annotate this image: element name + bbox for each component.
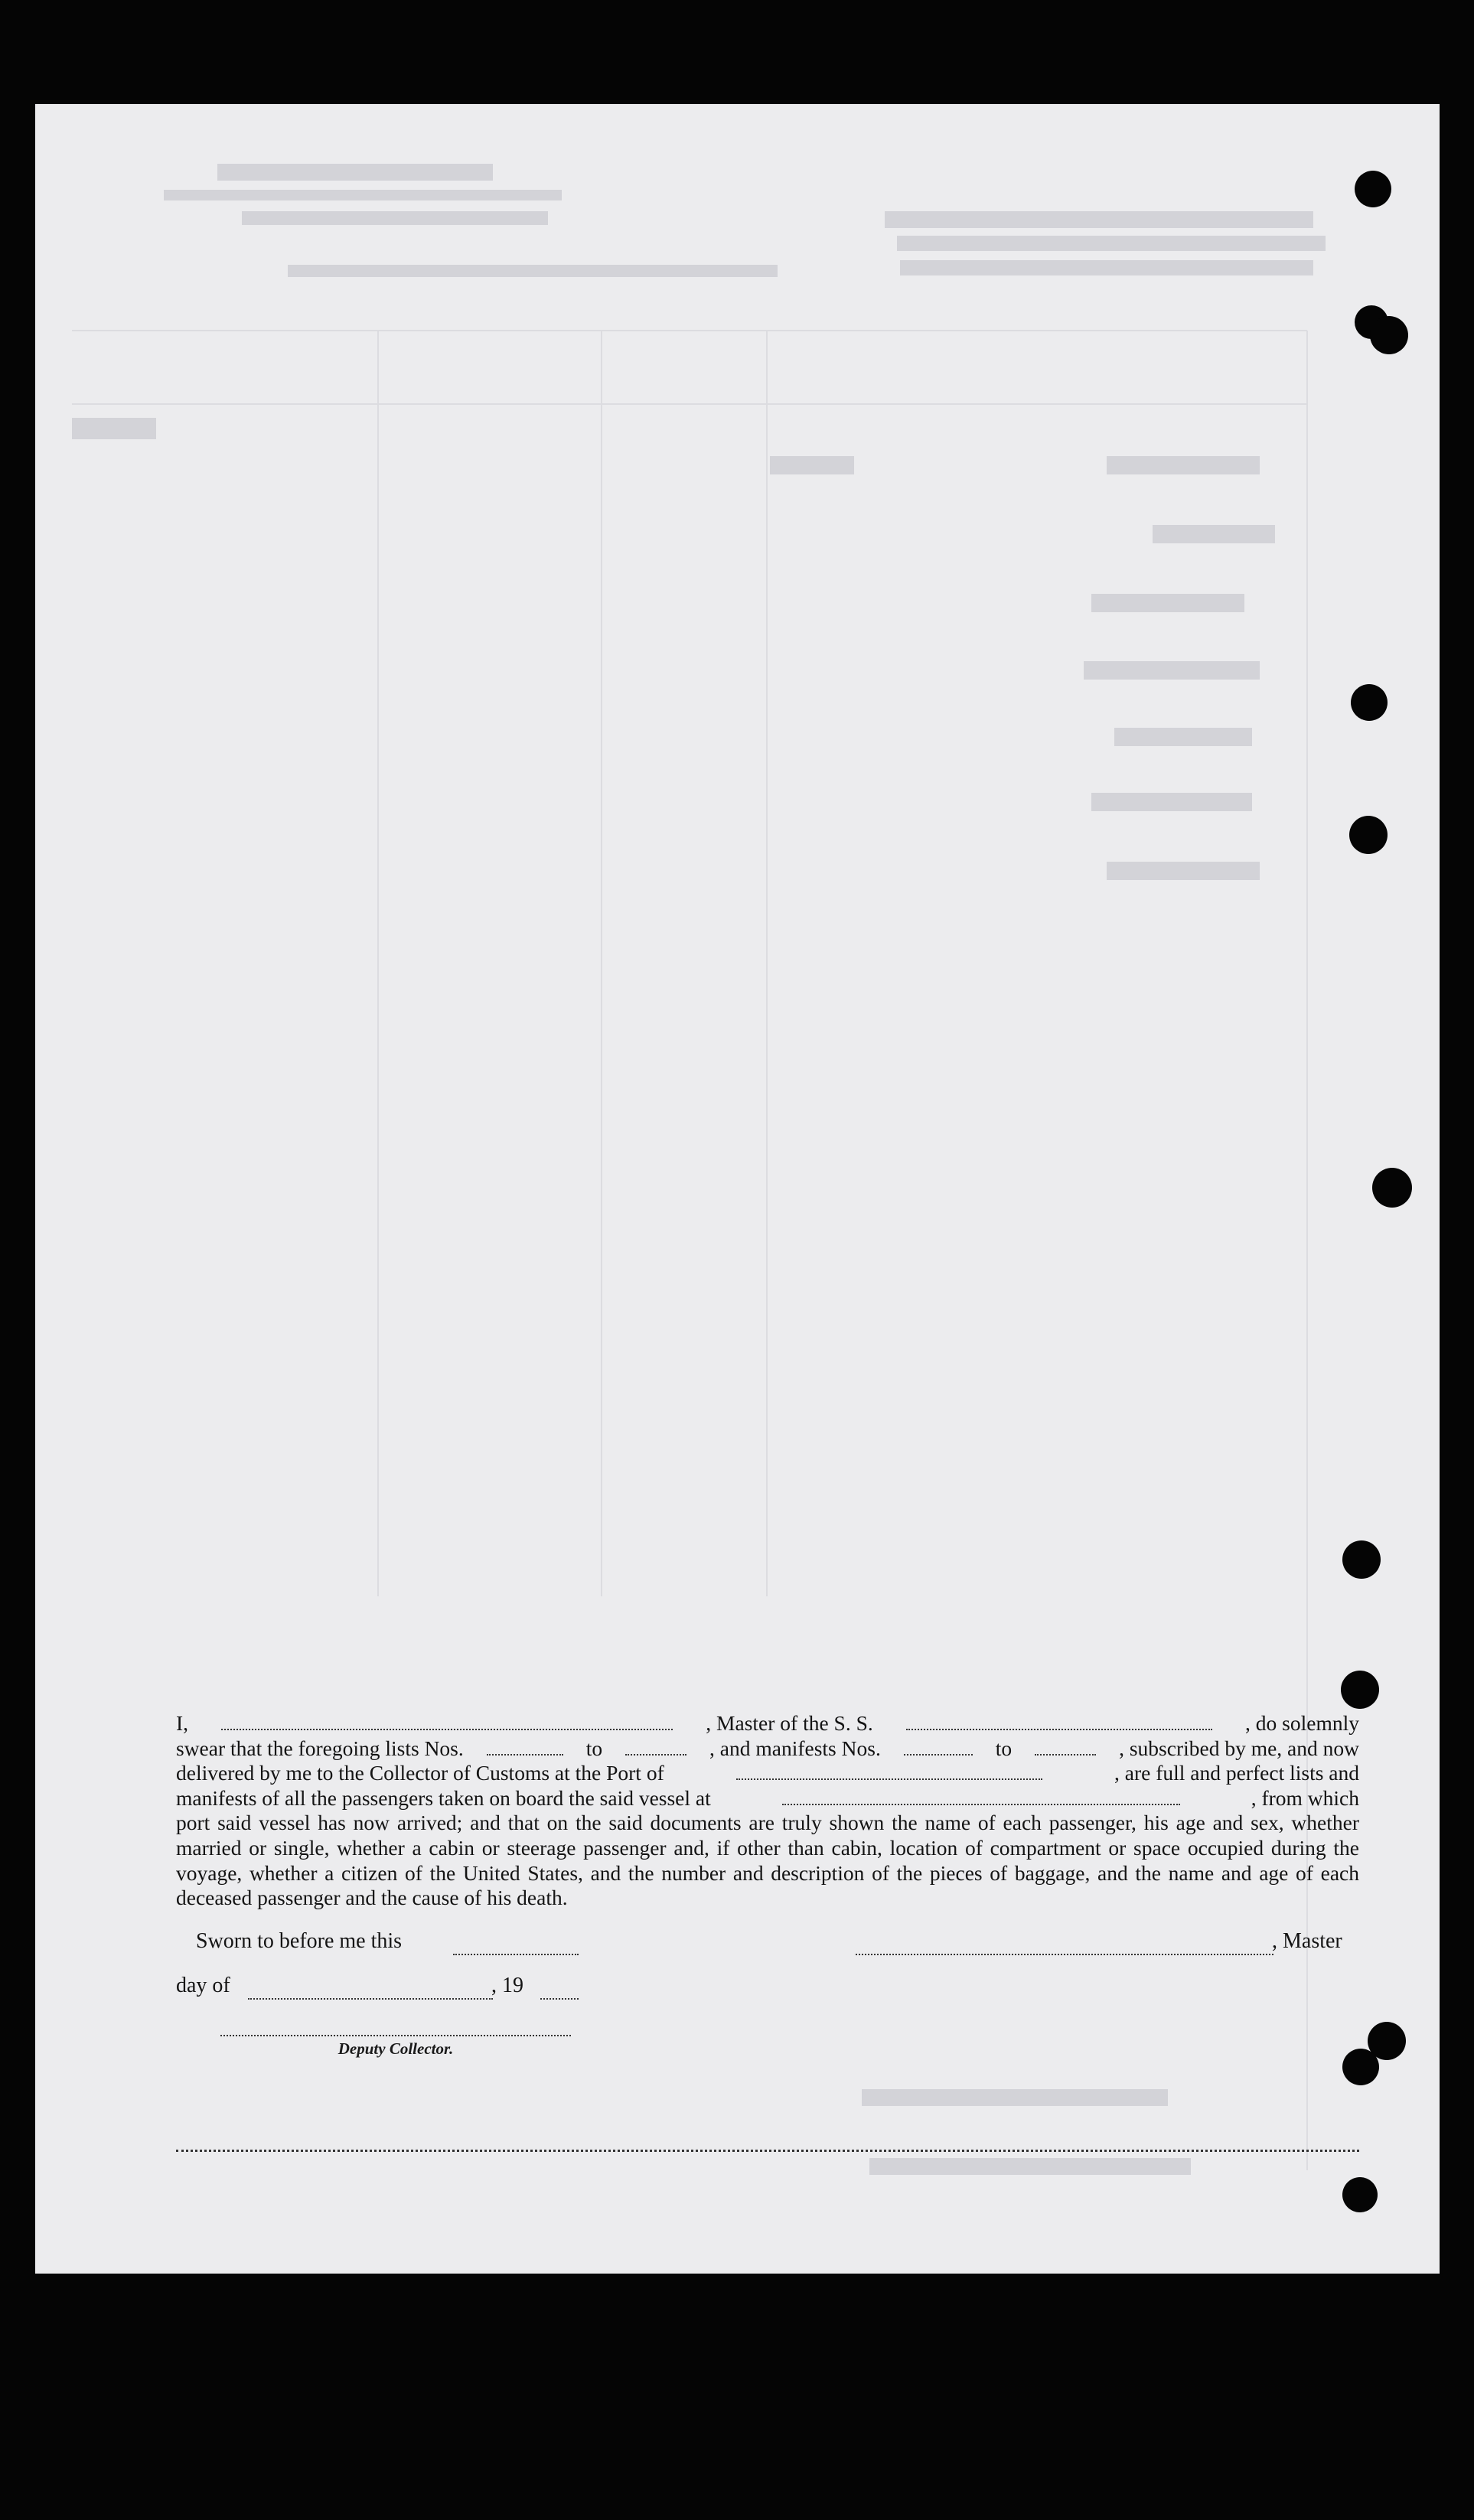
oath-line-1 (176, 1711, 1359, 1736)
punch-hole-5 (1372, 1168, 1412, 1208)
punch-hole-3 (1351, 684, 1388, 721)
oath-line-4 (176, 1786, 1359, 1811)
lists-from-blank (487, 1749, 563, 1756)
punch-hole-9 (1342, 2177, 1378, 2212)
day-row (176, 1974, 1359, 2013)
punch-hole-7 (1341, 1671, 1379, 1709)
manifests-from-blank (904, 1749, 973, 1756)
deputy-collector-label: Deputy Collector. (220, 2035, 571, 2059)
sworn-row (176, 1929, 1359, 1969)
oath-line-3 (176, 1761, 1359, 1786)
punch-hole-2b (1370, 316, 1408, 354)
signature-block (176, 1929, 1359, 2013)
oath-body-text: port said vessel has now arrived; and that on the said documents are truly shown the name of each passenger, his age and sex, whether married or single, whether a cabin or steerage passenger and, if other than cabin, location of compartment or space occupied during the voyage, whether a citizen of the United States, and the number and description of the pieces of baggage, and the name and age of each deceased passenger and the cause of his death. (176, 1811, 1359, 1910)
oath-line-2-to-b: to (995, 1736, 1013, 1760)
lists-to-blank (625, 1749, 686, 1756)
bottom-divider (176, 2150, 1359, 2152)
master-oath-statement (176, 1711, 1359, 1911)
punch-hole-6 (1342, 1540, 1381, 1579)
sworn-label: Sworn to before me this (196, 1929, 403, 1953)
year-label: , 19 (491, 1974, 523, 1997)
sworn-date-blank (453, 1949, 579, 1955)
oath-line-3-start: delivered by me to the Collector of Customs at the Port of (176, 1761, 664, 1785)
oath-line-1-end: , do solemnly (1245, 1711, 1359, 1735)
oath-line-4-start: manifests of all the passengers taken on board the said vessel at (176, 1785, 711, 1810)
embarkation-port-blank (782, 1799, 1180, 1805)
oath-line-3-end: , are full and perfect lists and (1114, 1761, 1359, 1785)
port-blank (736, 1774, 1042, 1780)
day-of-label: day of (176, 1974, 230, 1997)
oath-line-1-start: I, (176, 1711, 189, 1735)
punch-hole-1 (1355, 171, 1391, 207)
oath-line-2-end: , subscribed by me, and now (1119, 1736, 1359, 1760)
master-label: , Master (1272, 1929, 1342, 1953)
vessel-name-blank (906, 1724, 1212, 1730)
manifests-to-blank (1035, 1749, 1096, 1756)
oath-line-1-master: , Master of the S. S. (706, 1711, 873, 1735)
oath-line-2-manifests: , and manifests Nos. (709, 1736, 881, 1760)
year-blank (540, 1994, 579, 2000)
master-signature-blank (856, 1949, 1273, 1955)
oath-line-2 (176, 1736, 1359, 1762)
oath-line-2-start: swear that the foregoing lists Nos. (176, 1736, 464, 1760)
day-of-blank (248, 1994, 493, 2000)
manifest-sheet (35, 104, 1440, 2274)
punch-hole-8b (1342, 2049, 1379, 2085)
punch-hole-4 (1349, 816, 1388, 854)
master-name-blank (221, 1724, 673, 1730)
oath-line-4-end: , from which (1251, 1785, 1359, 1810)
oath-line-2-to-a: to (585, 1736, 603, 1760)
